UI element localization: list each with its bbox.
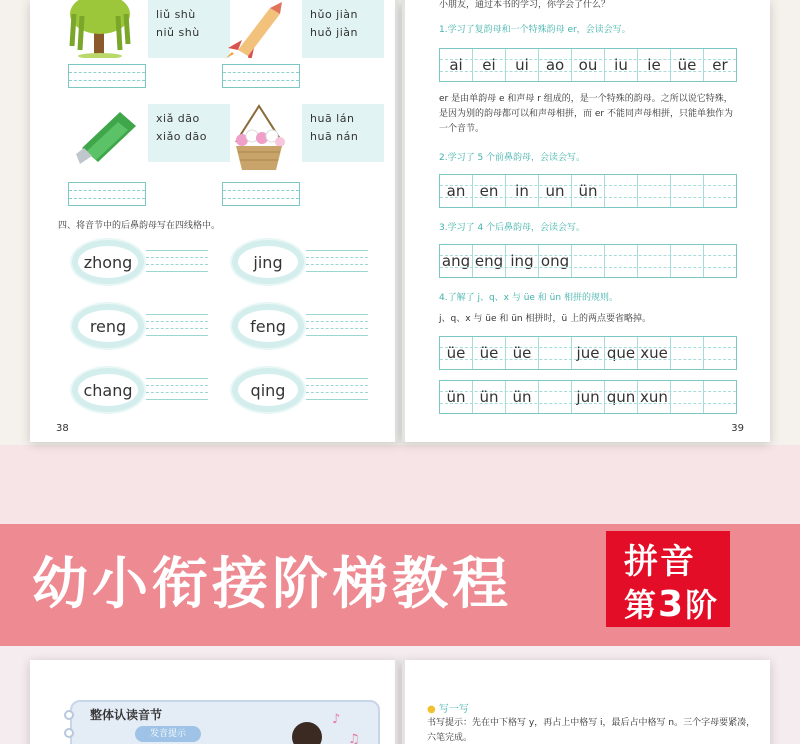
girl-illustration (292, 722, 322, 744)
grid-cell: üe (506, 337, 539, 369)
grid-cell[interactable] (704, 175, 736, 207)
word-label: jing (253, 252, 283, 272)
grid-cell: un (539, 175, 572, 207)
word-cloud (72, 304, 144, 348)
grid-cell: ei (473, 49, 506, 81)
word-label: qing (250, 380, 286, 400)
er-explanation: er 是由单韵母 e 和声母 r 组成的，是一个特殊的韵母。之所以说它特殊，是因为别的韵母都可以和声母相拼，而 er 不能同声母相拼，只能单独作为一个音节。 (439, 94, 733, 134)
grid-cell: ün (440, 381, 473, 413)
pinyin-grid-row (439, 48, 737, 82)
pinyin-grid-row (439, 336, 737, 370)
grid-cell: ong (539, 245, 572, 277)
grid-cell: üe (473, 337, 506, 369)
word-label: feng (250, 316, 286, 336)
pinyin-choice-box (302, 104, 384, 162)
answer-box[interactable] (222, 182, 300, 206)
pronunciation-tip-tag: 发音提示 (135, 726, 201, 742)
summary-heading-2: 2.学习了 5 个前鼻韵母，会读会写。 (439, 153, 586, 163)
answer-box[interactable] (68, 182, 146, 206)
lightbulb-icon: ● (427, 704, 436, 715)
grid-cell: üe (671, 49, 704, 81)
pinyin-grid-row (439, 174, 737, 208)
grid-cell: er (712, 56, 728, 74)
grid-cell: ün (506, 381, 539, 413)
grid-cell: üe (440, 337, 473, 369)
page-number: 39 (731, 423, 744, 434)
word-label: chang (83, 380, 133, 400)
grid-cell: jue (572, 337, 605, 369)
word-label: zhong (83, 252, 133, 272)
grid-cell: eng (473, 245, 506, 277)
word-cloud (72, 368, 144, 412)
pinyin-choice-box (302, 0, 384, 58)
pinyin-option: hǔo jiàn (310, 8, 358, 21)
grid-cell[interactable] (572, 245, 605, 277)
lesson-title: 整体认读音节 (90, 708, 163, 722)
summary-heading-3: 3.学习了 4 个后鼻韵母，会读会写。 (439, 223, 586, 233)
grid-cell: ou (572, 49, 605, 81)
grid-cell: an (440, 175, 473, 207)
badge-level-suffix: 阶 (685, 586, 720, 624)
pinyin-option: liǔ shù (156, 8, 196, 21)
badge-level-number: 3 (658, 584, 686, 625)
four-line-grid[interactable] (146, 378, 208, 400)
grid-cell[interactable] (605, 175, 638, 207)
book-page-bottom-left (30, 660, 398, 744)
grid-cell[interactable] (671, 245, 704, 277)
book-page-bottom-right (402, 660, 770, 744)
grid-cell: xun (638, 381, 671, 413)
grid-cell[interactable] (671, 381, 704, 413)
rule-text: j、q、x 与 üe 和 ün 相拼时，ü 上的两点要省略掉。 (439, 314, 652, 324)
grid-cell: ai (440, 49, 473, 81)
word-cloud (232, 240, 304, 284)
book-page-left (30, 0, 398, 442)
badge-level (624, 580, 719, 626)
grid-cell: ün (473, 381, 506, 413)
grid-cell[interactable] (704, 245, 736, 277)
grid-cell: ui (506, 49, 539, 81)
music-note-icon: ♪ (332, 712, 341, 727)
four-line-grid[interactable] (306, 250, 368, 272)
grid-cell: ao (539, 49, 572, 81)
summary-heading-4: 4.了解了 j、q、x 与 üe 和 ün 相拼的规则。 (439, 293, 618, 303)
word-cloud (232, 368, 304, 412)
summary-heading-1: 1.学习了复韵母和一个特殊韵母 er，会读会写。 (439, 25, 631, 35)
pinyin-option: xiǎo dāo (156, 130, 207, 143)
pinyin-grid-row (439, 244, 737, 278)
grid-cell: ün (572, 175, 605, 207)
word-cloud (232, 304, 304, 348)
rocket-picture (220, 0, 290, 58)
pinyin-grid-row (439, 380, 737, 414)
grid-cell: en (473, 175, 506, 207)
grid-cell: ang (440, 245, 473, 277)
grid-cell[interactable] (704, 337, 736, 369)
badge-level-prefix: 第 (624, 586, 659, 624)
grid-cell: in (506, 175, 539, 207)
write-heading (427, 700, 469, 715)
grid-cell[interactable] (605, 245, 638, 277)
pinyin-option: xiǎ dāo (156, 112, 200, 125)
grid-cell[interactable] (671, 175, 704, 207)
grid-cell: ing (506, 245, 539, 277)
pinyin-choice-box (148, 104, 230, 162)
pinyin-option: huā lán (310, 112, 355, 125)
write-heading-label: 写一写 (438, 704, 469, 715)
grid-cell: iu (605, 49, 638, 81)
flower-basket-picture (222, 104, 296, 174)
pinyin-option: niǔ shù (156, 26, 200, 39)
grid-cell: jun (572, 381, 605, 413)
grid-cell: ie (638, 49, 671, 81)
word-label: reng (89, 316, 127, 336)
badge-subject: 拼音 (624, 542, 696, 582)
music-note-icon: ♫ (348, 732, 360, 744)
grid-cell (539, 337, 572, 369)
binder-ring-icon (64, 710, 74, 720)
answer-box[interactable] (68, 64, 146, 88)
writing-tip-text: 书写提示：先在中下格写 y，再占上中格写 i，最后占中格写 n。三个字母要紧凑，六笔完成。 (427, 718, 756, 743)
four-line-grid[interactable] (146, 314, 208, 336)
grid-cell[interactable] (638, 245, 671, 277)
utility-knife-picture (70, 104, 142, 166)
answer-box[interactable] (222, 64, 300, 88)
section-title: 四、将音节中的后鼻韵母写在四线格中。 (58, 221, 221, 231)
pinyin-option: huǒ jiàn (310, 26, 358, 39)
four-line-grid[interactable] (306, 378, 368, 400)
pinyin-choice-box (148, 0, 230, 58)
grid-cell[interactable] (704, 381, 736, 413)
grid-cell[interactable] (638, 175, 671, 207)
intro-text: 小朋友，通过本书的学习，你学会了什么？ (439, 0, 611, 10)
word-cloud (72, 240, 144, 284)
grid-cell: qun (605, 381, 638, 413)
grid-cell[interactable] (671, 337, 704, 369)
binder-ring-icon (64, 728, 74, 738)
four-line-grid[interactable] (306, 314, 368, 336)
grid-cell (539, 381, 572, 413)
four-line-grid[interactable] (146, 250, 208, 272)
grid-cell: xue (638, 337, 671, 369)
grid-cell: que (605, 337, 638, 369)
page-number: 38 (56, 423, 69, 434)
book-page-right (402, 0, 770, 442)
willow-tree-picture (64, 0, 136, 58)
banner-title: 幼小衔接阶梯教程 (32, 552, 512, 617)
pinyin-option: huā nán (310, 130, 359, 143)
